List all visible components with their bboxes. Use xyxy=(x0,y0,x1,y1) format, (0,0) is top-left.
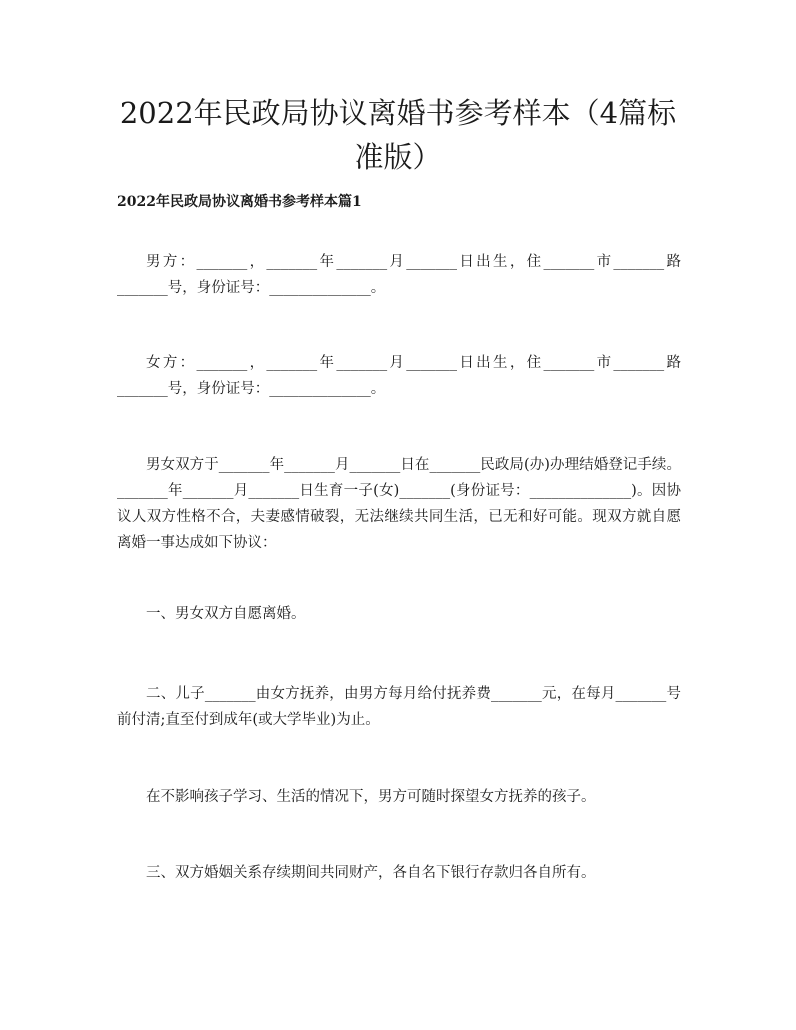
paragraph-visitation: 在不影响孩子学习、生活的情况下，男方可随时探望女方抚养的孩子。 xyxy=(146,789,596,805)
paragraph-clause-1: 一、男女双方自愿离婚。 xyxy=(146,606,306,622)
paragraph-clause-2: 二、儿子_______由女方抚养，由男方每月给付抚养费_______元，在每月_______号前付清;直至付到成年(或大学毕业)为止。 xyxy=(117,686,681,728)
paragraph-female-party: 女方：_______，_______年_______月_______日出生，住_______市_______路_______号，身份证号：______________。 xyxy=(117,355,681,397)
paragraph-clause-3: 三、双方婚姻关系存续期间共同财产，各自名下银行存款归各自所有。 xyxy=(146,865,596,881)
section-heading: 2022年民政局协议离婚书参考样本篇1 xyxy=(117,194,362,210)
document-title-line1: 2022年民政局协议离婚书参考样本（4篇标 xyxy=(119,96,677,130)
paragraph-marriage-info: 男女双方于_______年_______月_______日在_______民政局(办)办理结婚登记手续。_______年_______月_______日生育一子(女)_______(身份证号：______________)。因协议人双方性格不合，夫妻感情破裂，无法继续共同生活，已无和好可能。现双方就自愿离婚一事达成如下协议： xyxy=(117,457,681,551)
paragraph-male-party: 男方：_______，_______年_______月_______日出生，住_______市_______路_______号，身份证号：______________。 xyxy=(117,254,681,296)
document-title-line2: 准版） xyxy=(354,140,442,174)
